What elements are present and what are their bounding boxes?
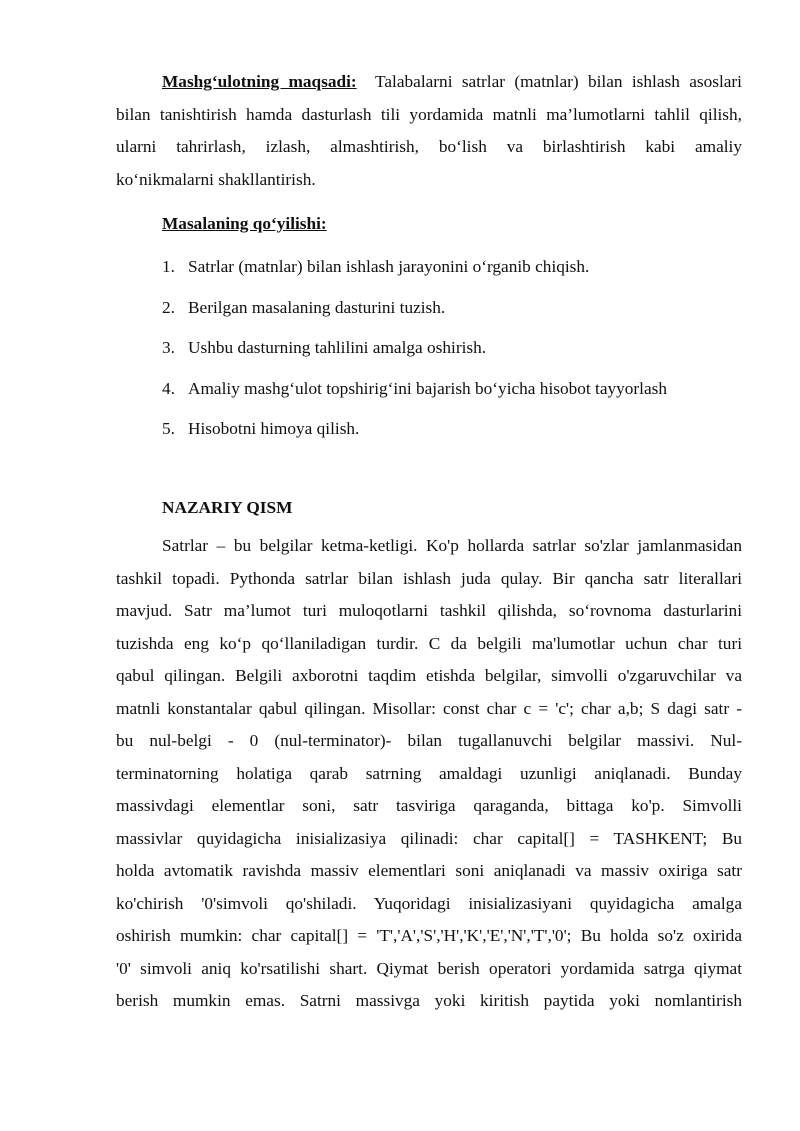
theory-title: NAZARIY QISM [162, 498, 293, 517]
theory-line: tuzishda eng ko‘p qo‘llaniladigan turdir. C da belgili ma'lumotlar uchun char turi [116, 633, 742, 653]
list-item-number: 3. [162, 338, 175, 358]
list-item [162, 254, 742, 295]
theory-line: mavjud. Satr ma’lumot turi muloqotlarni tashkil qilishda, so‘rovnoma dasturlarini [116, 601, 742, 620]
theory-line: bu nul-belgi - 0 (nul-terminator)- bilan tugallanuvchi belgilar massivi. Nul- [116, 731, 742, 750]
purpose-line-3: ularni tahrirlash, izlash, almashtirish, bo‘lish va birlashtirish kabi amaliy [116, 137, 742, 156]
theory-line: massivlar quyidagicha inisializasiya qilinadi: char capital[] = TASHKENT; Bu [116, 828, 742, 848]
task-heading: Masalaning qo‘yilishi: [162, 214, 327, 233]
purpose-heading: Mashg‘ulotning maqsadi: [162, 72, 357, 91]
list-item [162, 295, 742, 336]
theory-line: qabul qilingan. Belgili axborotni taqdim etishda belgilar, simvolli o'zgaruvchilar va [116, 666, 742, 685]
task-list [162, 254, 742, 457]
theory-line: ko'chirish '0'simvoli qo'shiladi. Yuqoridagi inisializasiyani quyidagicha amalga [116, 893, 742, 913]
theory-line: terminatorning holatiga qarab satrning amaldagi uzunligi aniqlanadi. Bunday [116, 763, 742, 783]
theory-line: massivdagi elementlar soni, satr tasviriga qaraganda, bittaga ko'p. Simvolli [116, 796, 742, 815]
purpose-line-1-text: Talabalarni satrlar (matnlar) bilan ishlash asoslari [375, 72, 742, 91]
theory-paragraph [116, 536, 742, 1024]
list-item-number: 4. [162, 378, 175, 398]
list-item-number: 1. [162, 257, 175, 276]
list-item-text: Ushbu dasturning tahlilini amalga oshirish. [188, 338, 487, 358]
purpose-line-2: bilan tanishtirish hamda dasturlash tili yordamida matnli ma’lumotlarni tahlil qilish, [116, 104, 742, 124]
list-item [162, 335, 742, 376]
list-item-number: 5. [162, 419, 175, 439]
purpose-line-4: ko‘nikmalarni shakllantirish. [116, 169, 316, 189]
list-item [162, 376, 742, 417]
theory-line: oshirish mumkin: char capital[] = 'T','A','S','H','K','E','N','T','0'; Bu holda so'z oxirida [116, 926, 742, 945]
list-item-text: Amaliy mashg‘ulot topshirig‘ini bajarish bo‘yicha hisobot tayyorlash [188, 378, 667, 398]
purpose-paragraph [116, 72, 742, 202]
purpose-line-1 [116, 72, 742, 105]
list-item-text: Satrlar (matnlar) bilan ishlash jarayonini o‘rganib chiqish. [188, 257, 590, 276]
list-item-text: Hisobotni himoya qilish. [188, 419, 360, 439]
list-item-number: 2. [162, 297, 175, 317]
theory-line: Satrlar – bu belgilar ketma-ketligi. Ko'p hollarda satrlar so'zlar jamlanmasidan [162, 536, 742, 555]
list-item [162, 416, 742, 457]
theory-line: holda avtomatik ravishda massiv elementlari soni aniqlanadi va massiv oxiriga satr [116, 861, 742, 880]
list-item-text: Berilgan masalaning dasturini tuzish. [188, 297, 446, 317]
theory-line: '0' simvoli aniq ko'rsatilishi shart. Qiymat berish operatori yordamida satrga qiymat [116, 958, 742, 978]
theory-line: matnli konstantalar qabul qilingan. Misollar: const char c = 'c'; char a,b; S dagi satr - [116, 698, 742, 718]
theory-line: tashkil topadi. Pythonda satrlar bilan ishlash juda qulay. Bir qancha satr literallari [116, 568, 742, 588]
theory-line: berish mumkin emas. Satrni massivga yoki kiritish paytida yoki nomlantirish [116, 991, 742, 1010]
